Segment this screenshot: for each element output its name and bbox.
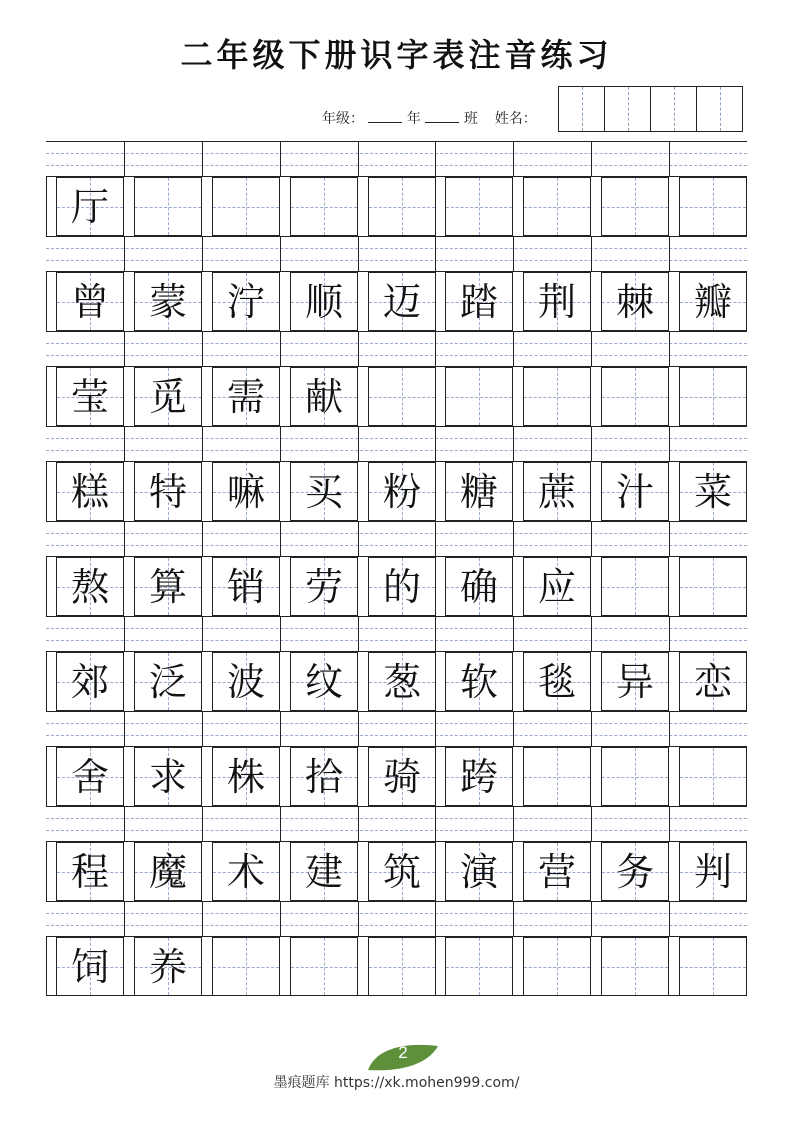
character-cell[interactable] bbox=[368, 652, 436, 711]
character bbox=[602, 368, 668, 425]
character: 算 bbox=[148, 564, 187, 609]
character: 养 bbox=[148, 944, 187, 989]
character-cell[interactable] bbox=[212, 937, 280, 996]
character-cell[interactable] bbox=[134, 177, 202, 236]
character-cell[interactable] bbox=[134, 652, 202, 711]
character bbox=[291, 938, 357, 995]
character: 软 bbox=[459, 659, 498, 704]
pinyin-row[interactable] bbox=[46, 521, 747, 557]
character-cell[interactable] bbox=[368, 842, 436, 901]
footer-text: 墨痕题库 https://xk.mohen999.com/ bbox=[273, 1075, 520, 1091]
character-cell[interactable] bbox=[601, 747, 669, 806]
character-cell[interactable] bbox=[679, 842, 747, 901]
character-cell[interactable] bbox=[290, 842, 358, 901]
character bbox=[680, 368, 746, 425]
character: 棘 bbox=[615, 279, 654, 324]
character: 纹 bbox=[304, 659, 343, 704]
character-cell[interactable] bbox=[445, 557, 513, 616]
character-cell[interactable] bbox=[134, 747, 202, 806]
character bbox=[602, 748, 668, 805]
character: 的 bbox=[382, 564, 421, 609]
character: 顺 bbox=[304, 279, 343, 324]
character: 泞 bbox=[226, 279, 265, 324]
character bbox=[446, 368, 512, 425]
character bbox=[369, 368, 435, 425]
character: 演 bbox=[459, 849, 498, 894]
character: 粉 bbox=[382, 469, 421, 514]
character: 波 bbox=[226, 659, 265, 704]
character: 踏 bbox=[459, 279, 498, 324]
character: 确 bbox=[459, 564, 498, 609]
character: 糕 bbox=[70, 469, 109, 514]
student-info bbox=[322, 108, 537, 128]
character-row bbox=[46, 842, 747, 901]
character: 泛 bbox=[148, 659, 187, 704]
character-row bbox=[46, 367, 747, 426]
character: 跨 bbox=[459, 754, 498, 799]
pinyin-row[interactable] bbox=[46, 616, 747, 652]
character: 骑 bbox=[382, 754, 421, 799]
character-cell[interactable] bbox=[368, 937, 436, 996]
character: 糖 bbox=[459, 469, 498, 514]
character-cell[interactable] bbox=[134, 557, 202, 616]
character-cell[interactable] bbox=[134, 842, 202, 901]
character bbox=[446, 938, 512, 995]
character-cell[interactable] bbox=[290, 462, 358, 521]
character: 需 bbox=[226, 374, 265, 419]
character-cell[interactable] bbox=[523, 367, 591, 426]
character bbox=[602, 938, 668, 995]
character-cell[interactable] bbox=[56, 272, 124, 331]
character-cell[interactable] bbox=[679, 652, 747, 711]
character: 迈 bbox=[382, 279, 421, 324]
character-cell[interactable] bbox=[679, 367, 747, 426]
year-suffix: 年 bbox=[406, 111, 421, 127]
character: 荆 bbox=[537, 279, 576, 324]
class-blank[interactable] bbox=[425, 108, 459, 123]
character-cell[interactable] bbox=[212, 177, 280, 236]
character: 熬 bbox=[70, 564, 109, 609]
character bbox=[524, 748, 590, 805]
character bbox=[680, 558, 746, 615]
character-cell[interactable] bbox=[368, 557, 436, 616]
character-cell[interactable] bbox=[601, 557, 669, 616]
character-cell[interactable] bbox=[290, 367, 358, 426]
character-cell[interactable] bbox=[212, 557, 280, 616]
character: 饲 bbox=[70, 944, 109, 989]
character: 株 bbox=[226, 754, 265, 799]
character-cell[interactable] bbox=[290, 557, 358, 616]
character-cell[interactable] bbox=[445, 367, 513, 426]
character: 嘛 bbox=[226, 469, 265, 514]
character: 郊 bbox=[70, 659, 109, 704]
character-cell[interactable] bbox=[368, 177, 436, 236]
character: 筑 bbox=[382, 849, 421, 894]
character: 献 bbox=[304, 374, 343, 419]
character-cell[interactable] bbox=[445, 747, 513, 806]
character-row bbox=[46, 557, 747, 616]
character-cell[interactable] bbox=[445, 652, 513, 711]
character: 觅 bbox=[148, 374, 187, 419]
pinyin-row[interactable] bbox=[46, 806, 747, 842]
character: 判 bbox=[693, 849, 732, 894]
character bbox=[213, 178, 279, 235]
character: 特 bbox=[148, 469, 187, 514]
character-cell[interactable] bbox=[445, 842, 513, 901]
character-cell[interactable] bbox=[56, 747, 124, 806]
character-cell[interactable] bbox=[212, 272, 280, 331]
character-cell[interactable] bbox=[445, 462, 513, 521]
character-cell[interactable] bbox=[679, 937, 747, 996]
name-box[interactable] bbox=[605, 87, 651, 131]
character: 拾 bbox=[304, 754, 343, 799]
character-row bbox=[46, 272, 747, 331]
character-cell[interactable] bbox=[290, 177, 358, 236]
character: 瓣 bbox=[693, 279, 732, 324]
character-cell[interactable] bbox=[134, 937, 202, 996]
character-cell[interactable] bbox=[523, 937, 591, 996]
year-blank[interactable] bbox=[368, 108, 402, 123]
character: 舍 bbox=[70, 754, 109, 799]
page-number: 2 bbox=[398, 1043, 408, 1062]
character-cell[interactable] bbox=[290, 937, 358, 996]
character bbox=[602, 558, 668, 615]
pinyin-row[interactable] bbox=[46, 711, 747, 747]
character: 异 bbox=[615, 659, 654, 704]
character-cell[interactable] bbox=[523, 462, 591, 521]
character-cell[interactable] bbox=[56, 462, 124, 521]
character-cell[interactable] bbox=[679, 177, 747, 236]
character-row bbox=[46, 747, 747, 806]
character bbox=[524, 938, 590, 995]
grade-label: 年级： bbox=[322, 111, 364, 127]
character bbox=[680, 748, 746, 805]
character-cell[interactable] bbox=[679, 272, 747, 331]
character-cell[interactable] bbox=[523, 557, 591, 616]
character-cell[interactable] bbox=[523, 177, 591, 236]
character-cell[interactable] bbox=[368, 367, 436, 426]
name-writing-grid[interactable] bbox=[558, 86, 743, 132]
character-cell[interactable] bbox=[290, 652, 358, 711]
character-cell[interactable] bbox=[601, 937, 669, 996]
character-cell[interactable] bbox=[212, 367, 280, 426]
character-row bbox=[46, 937, 747, 996]
character-cell[interactable] bbox=[134, 272, 202, 331]
character-cell[interactable] bbox=[523, 747, 591, 806]
character-cell[interactable] bbox=[212, 842, 280, 901]
character-cell[interactable] bbox=[134, 462, 202, 521]
character-cell[interactable] bbox=[290, 272, 358, 331]
character-cell[interactable] bbox=[212, 747, 280, 806]
character bbox=[135, 178, 201, 235]
character: 劳 bbox=[304, 564, 343, 609]
character: 曾 bbox=[70, 279, 109, 324]
character bbox=[369, 178, 435, 235]
character-cell[interactable] bbox=[679, 557, 747, 616]
character: 应 bbox=[537, 564, 576, 609]
character-cell[interactable] bbox=[290, 747, 358, 806]
name-box[interactable] bbox=[559, 87, 605, 131]
character: 汁 bbox=[615, 469, 654, 514]
character: 蔗 bbox=[537, 469, 576, 514]
character-cell[interactable] bbox=[523, 272, 591, 331]
class-suffix: 班 bbox=[463, 111, 478, 127]
character-row bbox=[46, 462, 747, 521]
character-cell[interactable] bbox=[679, 747, 747, 806]
character-cell[interactable] bbox=[601, 367, 669, 426]
character-cell[interactable] bbox=[679, 462, 747, 521]
character: 毯 bbox=[537, 659, 576, 704]
character-cell[interactable] bbox=[368, 462, 436, 521]
character: 魔 bbox=[148, 849, 187, 894]
character-cell[interactable] bbox=[56, 937, 124, 996]
character bbox=[524, 368, 590, 425]
pinyin-row[interactable] bbox=[46, 901, 747, 937]
character bbox=[602, 178, 668, 235]
character-cell[interactable] bbox=[445, 272, 513, 331]
name-label: 姓名： bbox=[494, 111, 537, 127]
character-cell[interactable] bbox=[601, 177, 669, 236]
character-cell[interactable] bbox=[212, 652, 280, 711]
character-cell[interactable] bbox=[601, 462, 669, 521]
pinyin-row[interactable] bbox=[46, 141, 747, 177]
name-box[interactable] bbox=[651, 87, 697, 131]
character: 术 bbox=[226, 849, 265, 894]
character bbox=[680, 938, 746, 995]
character: 程 bbox=[70, 849, 109, 894]
name-box[interactable] bbox=[697, 87, 742, 131]
character-row bbox=[46, 177, 747, 236]
pinyin-row[interactable] bbox=[46, 236, 747, 272]
character: 恋 bbox=[693, 659, 732, 704]
character-cell[interactable] bbox=[56, 367, 124, 426]
character: 建 bbox=[304, 849, 343, 894]
character-cell[interactable] bbox=[601, 652, 669, 711]
practice-grid bbox=[46, 141, 747, 1004]
character: 销 bbox=[226, 564, 265, 609]
character: 厅 bbox=[70, 184, 109, 229]
character-cell[interactable] bbox=[56, 652, 124, 711]
character-cell[interactable] bbox=[368, 272, 436, 331]
character: 买 bbox=[304, 469, 343, 514]
character bbox=[369, 938, 435, 995]
page-title: 二年级下册识字表注音练习 bbox=[180, 36, 613, 74]
pinyin-row[interactable] bbox=[46, 331, 747, 367]
character-cell[interactable] bbox=[601, 842, 669, 901]
character bbox=[291, 178, 357, 235]
character bbox=[524, 178, 590, 235]
character bbox=[446, 178, 512, 235]
character-cell[interactable] bbox=[445, 937, 513, 996]
character bbox=[213, 938, 279, 995]
character-cell[interactable] bbox=[368, 747, 436, 806]
character-cell[interactable] bbox=[56, 842, 124, 901]
character-row bbox=[46, 652, 747, 711]
character: 蒙 bbox=[148, 279, 187, 324]
character-cell[interactable] bbox=[445, 177, 513, 236]
character: 务 bbox=[615, 849, 654, 894]
character-cell[interactable] bbox=[523, 652, 591, 711]
pinyin-row[interactable] bbox=[46, 426, 747, 462]
character-cell[interactable] bbox=[56, 557, 124, 616]
character-cell[interactable] bbox=[56, 177, 124, 236]
character: 葱 bbox=[382, 659, 421, 704]
character: 菜 bbox=[693, 469, 732, 514]
character: 营 bbox=[537, 849, 576, 894]
character: 求 bbox=[148, 754, 187, 799]
character-cell[interactable] bbox=[212, 462, 280, 521]
character: 莹 bbox=[70, 374, 109, 419]
character-cell[interactable] bbox=[134, 367, 202, 426]
character-cell[interactable] bbox=[523, 842, 591, 901]
character bbox=[680, 178, 746, 235]
character-cell[interactable] bbox=[601, 272, 669, 331]
